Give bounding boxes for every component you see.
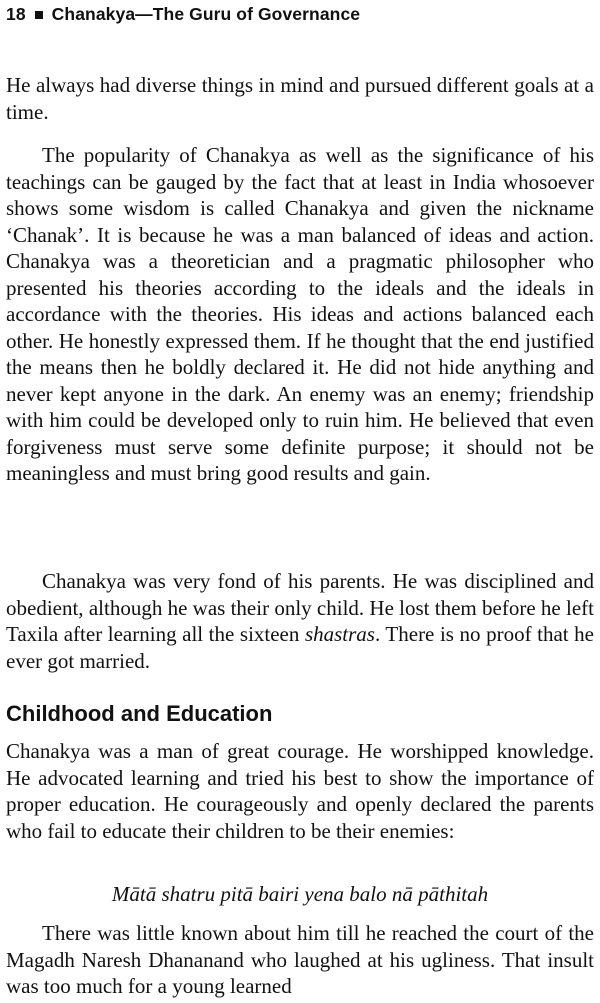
paragraph-5-text: There was little known about him till he reached the court of the Magadh Naresh Dhananand who laughed at his ugliness. That insult was too much for a young learned (6, 921, 594, 998)
paragraph-2 (6, 142, 594, 487)
paragraph-4 (6, 738, 594, 844)
section-heading: Childhood and Education (6, 701, 273, 726)
paragraph-5 (6, 920, 594, 1000)
page-number: 18 (6, 4, 26, 24)
running-head (6, 4, 360, 25)
shastras-term: shastras (304, 622, 375, 646)
square-bullet-icon (35, 11, 43, 19)
paragraph-2-text: The popularity of Chanakya as well as the significance of his teachings can be gauged by the fact that at least in India whosoever shows some wisdom is called Chanakya and given the nickname ‘Chanak’. It is because he was a man balanced of ideas and action. Chanakya was a theoretician and a pragmatic philosopher who presented his theories according to the ideals and the ideals in accordance with the theories. His ideas and actions balanced each other. He honestly expressed them. If he thought that the end justified the means then he boldly declared it. He did not hide anything and never kept anyone in the dark. An enemy was an enemy; friendship with him could be developed only to ruin him. He believed that even forgiveness must serve some definite purpose; it should not be meaningless and must bring good results and gain. (6, 143, 594, 485)
book-title: Chanakya—The Guru of Governance (51, 4, 361, 24)
paragraph-1-text: He always had diverse things in mind and pursued different goals at a time. (6, 73, 594, 124)
paragraph-4-text: Chanakya was a man of great courage. He worshipped knowledge. He advocated learning and tried his best to show the importance of proper education. He courageously and openly declared the parents who fail to educate their children to be their enemies: (6, 739, 594, 843)
paragraph-3-lead: Chanakya was very fond of his parents. He was disciplined and obedient, although he was their only child. He lost them before he left Taxila after learning all the sixteen (6, 569, 594, 646)
paragraph-1 (6, 72, 594, 125)
paragraph-3-tail: . There is no proof that he ever got married. (6, 622, 594, 673)
paragraph-3-text (6, 568, 594, 674)
sanskrit-verse: Mātā shatru pitā bairi yena balo nā pāthitah (111, 882, 489, 906)
paragraph-3 (6, 568, 594, 674)
